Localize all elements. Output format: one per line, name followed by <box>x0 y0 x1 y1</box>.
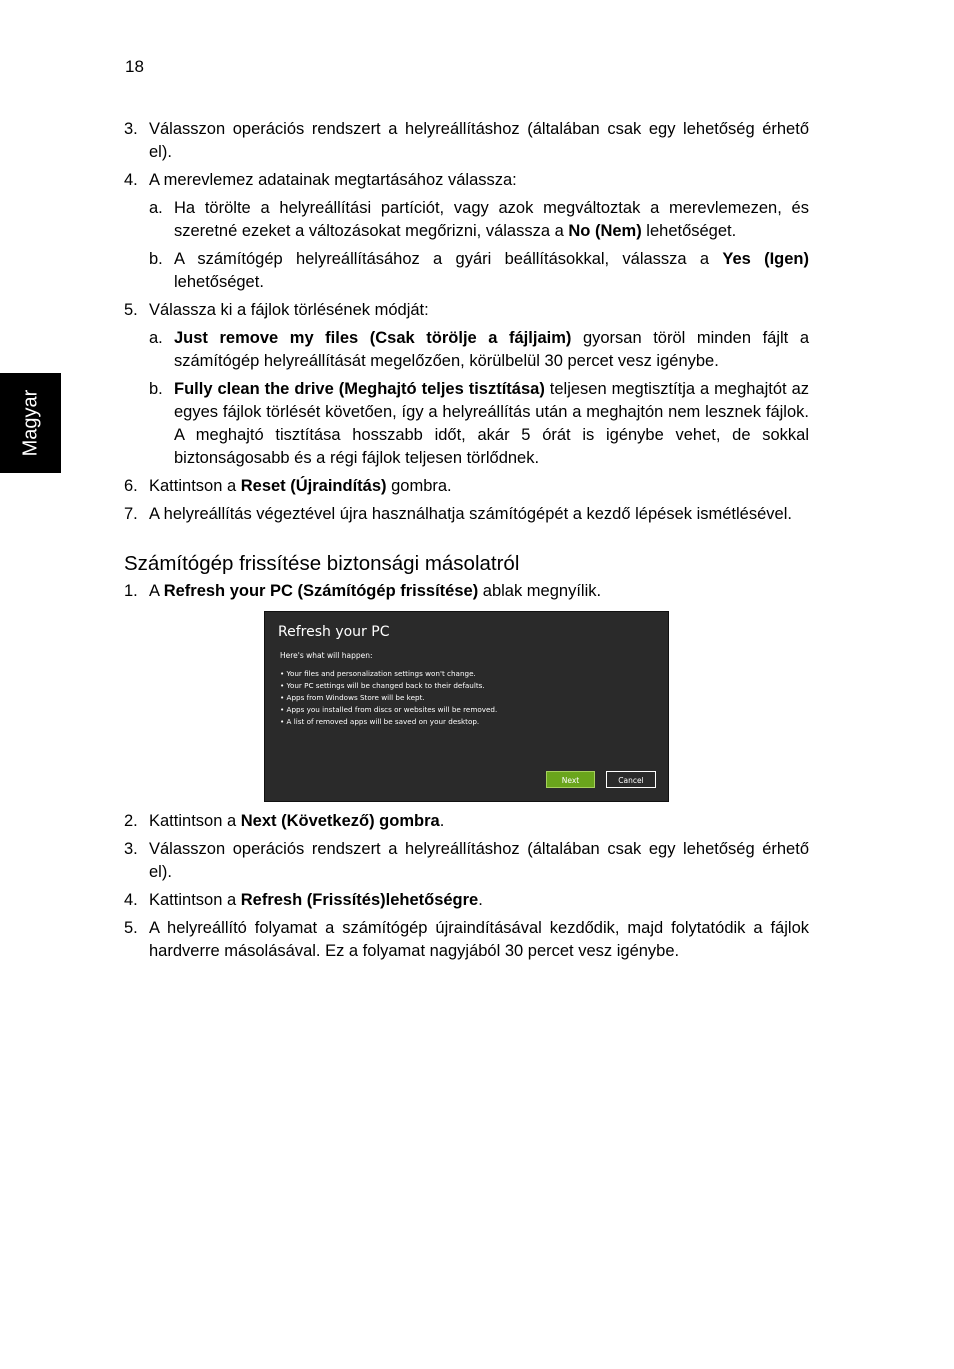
sub-list-item <box>149 378 809 470</box>
sub-list-letter: b. <box>149 250 163 268</box>
refresh-pc-screenshot <box>264 611 669 802</box>
list-number: 5. <box>124 301 138 319</box>
sub-list <box>124 327 809 470</box>
list-text: . <box>439 812 445 830</box>
page-content <box>124 118 809 968</box>
list-bold-text: Refresh (Frissítés)lehetőségre <box>240 891 479 909</box>
sub-list-item <box>149 197 809 243</box>
screenshot-bullet: • A list of removed apps will be saved on your desktop. <box>280 717 480 726</box>
list-text: A helyreállító folyamat a számítógép újraindításával kezdődik, majd folytatódik a fájlok hardverre másolásával. Ez a folyamat nagyjából 30 percet vesz igénybe. <box>149 919 809 960</box>
language-side-tab <box>0 373 61 473</box>
screenshot-bullet: • Your files and personalization settings won't change. <box>280 669 476 678</box>
screenshot-bullet: • Apps you installed from discs or websites will be removed. <box>280 705 498 714</box>
sub-text: lehetőséget. <box>174 273 264 291</box>
list-item <box>124 299 809 322</box>
cancel-button: Cancel <box>606 771 656 788</box>
sub-list-item <box>149 327 809 373</box>
list-number: 3. <box>124 840 138 858</box>
sub-text: teljesen megtisztítja a meghajtót az egyes fájlok törlését követően, így a helyreállítás után a meghajtón nem lesznek fájlok. A meghajtó tisztítása hosszabb időt, akár 5 órát is igénybe vehet, de sokkal biztonságosabb és a régi fájlok teljesen törlődnek. <box>174 380 809 467</box>
next-button: Next <box>546 771 595 788</box>
screenshot-subtitle: Here's what will happen: <box>280 651 373 660</box>
list-item <box>124 810 809 833</box>
sub-list-letter: b. <box>149 380 163 398</box>
list-text: Kattintson a <box>149 891 241 909</box>
list-number: 5. <box>124 919 138 937</box>
page-number: 18 <box>125 57 144 76</box>
list-item <box>124 889 809 912</box>
list-text: Kattintson a <box>149 477 241 495</box>
sub-bold-text: Yes (Igen) <box>722 250 809 268</box>
screenshot-bullet: • Apps from Windows Store will be kept. <box>280 693 425 702</box>
sub-bold-text: No (Nem) <box>568 222 642 240</box>
list-bold-text: Next (Következő) gombra <box>240 812 440 830</box>
list-item <box>124 118 809 164</box>
sub-bold-text: Just remove my files (Csak törölje a fájljaim) <box>174 329 572 347</box>
list-number: 7. <box>124 505 138 523</box>
list-text: . <box>478 891 483 909</box>
list-text: Kattintson a <box>149 812 241 830</box>
sub-list-letter: a. <box>149 329 163 347</box>
list-number: 1. <box>124 582 138 600</box>
list-item <box>124 580 809 603</box>
list-number: 4. <box>124 891 138 909</box>
screenshot-bullet: • Your PC settings will be changed back to their defaults. <box>280 681 485 690</box>
list-text: Válassza ki a fájlok törlésének módját: <box>149 301 429 319</box>
sub-text: gyorsan töröl minden fájlt a számítógép helyreállítását megelőzően, körülbelül 30 percet vesz igénybe. <box>174 329 809 370</box>
list-text: gombra. <box>386 477 452 495</box>
list-number: 3. <box>124 120 138 138</box>
sub-text: Ha törölte a helyreállítási partíciót, vagy azok megváltoztak a merevlemezen, és szeretné ezeket a változásokat megőrizni, válassza a <box>174 199 809 240</box>
list-item <box>124 475 809 498</box>
list-item <box>124 169 809 192</box>
sub-bold-text: Fully clean the drive (Meghajtó teljes tisztítása) <box>174 380 545 398</box>
sub-text: A számítógép helyreállításához a gyári beállításokkal, válassza a <box>174 250 723 268</box>
list-bold-text: Reset (Újraindítás) <box>240 477 387 495</box>
list-text: A merevlemez adatainak megtartásához válassza: <box>149 171 517 189</box>
list-number: 2. <box>124 812 138 830</box>
section-heading: Számítógép frissítése biztonsági másolatról <box>124 552 520 575</box>
list-item <box>124 838 809 884</box>
screenshot-title: Refresh your PC <box>278 624 390 640</box>
list-text: A <box>149 582 164 600</box>
list-text: ablak megnyílik. <box>478 582 602 600</box>
screenshot-bullet-list <box>280 668 497 728</box>
list-text: Válasszon operációs rendszert a helyreállításhoz (általában csak egy lehetőség érhető el). <box>149 840 809 881</box>
list-text: Válasszon operációs rendszert a helyreállításhoz (általában csak egy lehetőség érhető el). <box>149 120 809 161</box>
sub-list <box>124 197 809 294</box>
sub-text: lehetőséget. <box>641 222 737 240</box>
list-item <box>124 917 809 963</box>
list-bold-text: Refresh your PC (Számítógép frissítése) <box>163 582 479 600</box>
list-text: A helyreállítás végeztével újra használhatja számítógépét a kezdő lépések ismétlésével. <box>149 505 792 523</box>
language-label: Magyar <box>19 389 41 457</box>
list-number: 6. <box>124 477 138 495</box>
list-item <box>124 503 809 526</box>
sub-list-item <box>149 248 809 294</box>
list-number: 4. <box>124 171 138 189</box>
sub-list-letter: a. <box>149 199 163 217</box>
